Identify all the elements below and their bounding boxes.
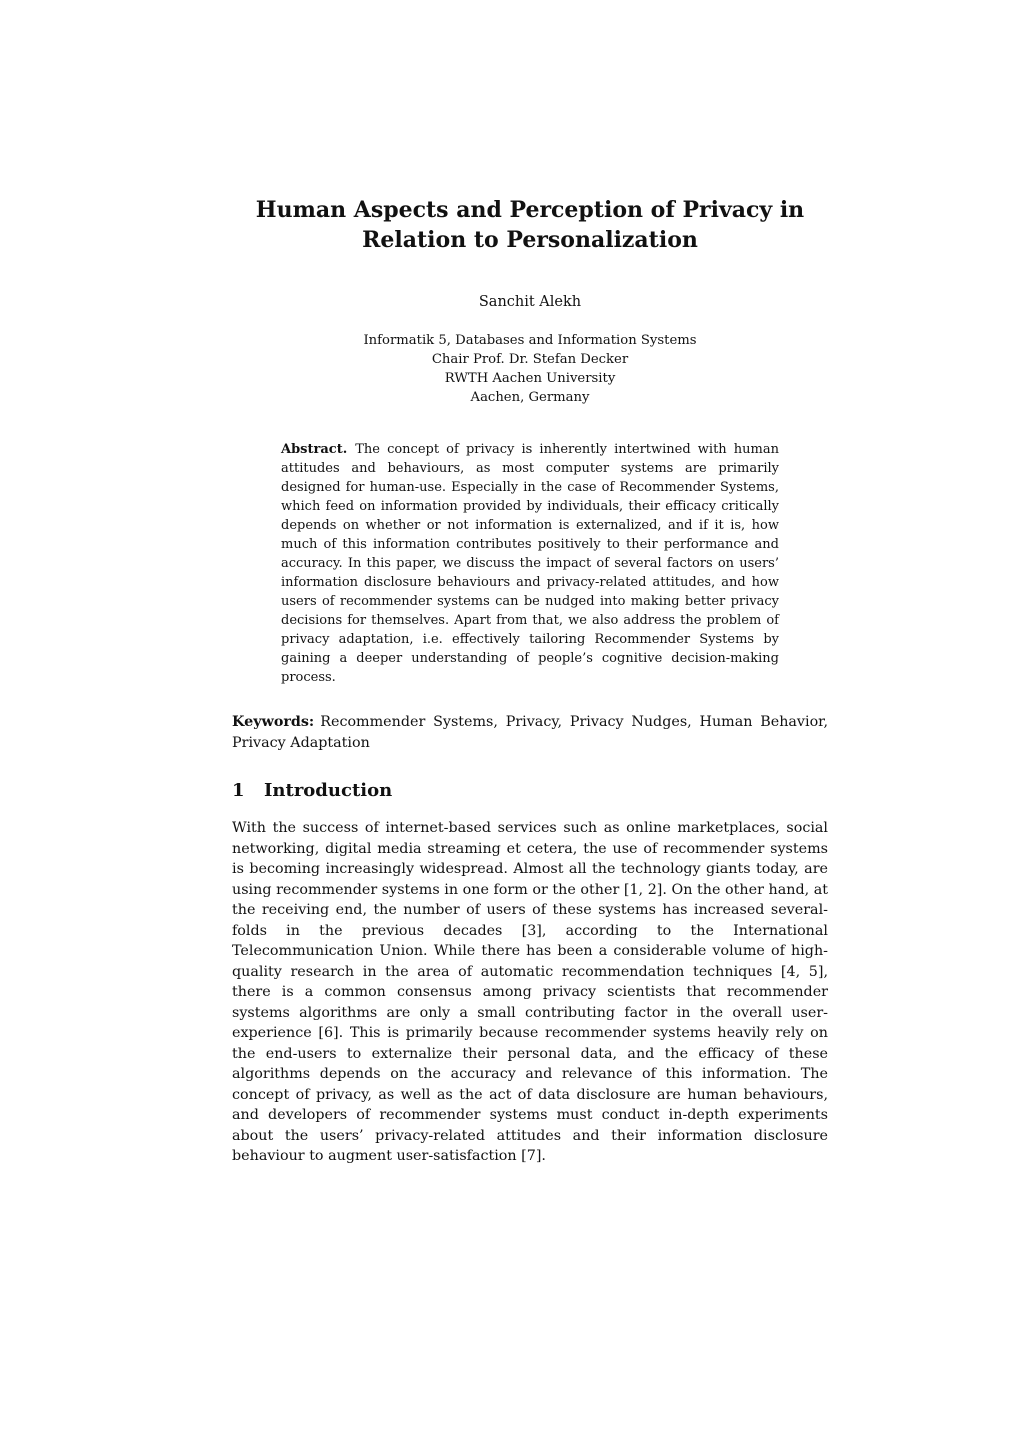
affiliation-line: RWTH Aachen University [444, 371, 616, 386]
affiliation-line: Aachen, Germany [470, 390, 590, 405]
affiliation-line: Chair Prof. Dr. Stefan Decker [431, 352, 629, 367]
abstract-label: Abstract. [281, 442, 348, 457]
section-number: 1 [232, 780, 245, 801]
abstract-text: The concept of privacy is inherently intertwined with human attitudes and behaviours, as most computer systems are primarily designed for human-use. Especially in the case of Recommender Systems, which feed on information provided by individuals, their efficacy critically depends on whether or not information is externalized, and if it is, how much of this information contributes positively to their performance and accuracy. In this paper, we discuss the impact of several factors on users’ information disclosure behaviours and privacy-related attitudes, and how users of recommender systems can be nudged into making better privacy decisions for themselves. Apart from that, we also address the problem of privacy adaptation, i.e. effectively tailoring Recommender Systems by gaining a deeper understanding of people’s cognitive decision-making process. [281, 442, 779, 685]
author-name: Sanchit Alekh [478, 294, 582, 310]
section-title: Introduction [264, 780, 393, 801]
paper-title-line: Relation to Personalization [362, 227, 698, 253]
keywords [232, 712, 828, 754]
abstract [281, 440, 779, 687]
section-heading-introduction [232, 778, 828, 804]
keywords-label: Keywords: [232, 714, 315, 730]
paper-title [210, 195, 850, 255]
author-affiliation [280, 331, 780, 407]
affiliation-line: Informatik 5, Databases and Information Systems [363, 333, 697, 348]
introduction-paragraph: With the success of internet-based services such as online marketplaces, social networking, digital media streaming et cetera, the use of recommender systems is becoming increasingly widespread. Almost all the technology giants today, are using recommender systems in one form or the other [1, 2]. On the other hand, at the receiving end, the number of users of these systems has increased several-folds in the previous decades [3], according to the International Telecommunication Union. While there has been a considerable volume of high-quality research in the area of automatic recommendation techniques [4, 5], there is a common consensus among privacy scientists that recommender systems algorithms are only a small contributing factor in the overall user-experience [6]. This is primarily because recommender systems heavily rely on the end-users to externalize their personal data, and the efficacy of these algorithms depends on the accuracy and relevance of this information. The concept of privacy, as well as the act of data disclosure are human behaviours, and developers of recommender systems must conduct in-depth experiments about the users’ privacy-related attitudes and their information disclosure behaviour to augment user-satisfaction [7]. [232, 820, 828, 1164]
paper-title-line: Human Aspects and Perception of Privacy in [255, 197, 805, 223]
keywords-text: Recommender Systems, Privacy, Privacy Nudges, Human Behavior, Privacy Adaptation [232, 714, 828, 751]
